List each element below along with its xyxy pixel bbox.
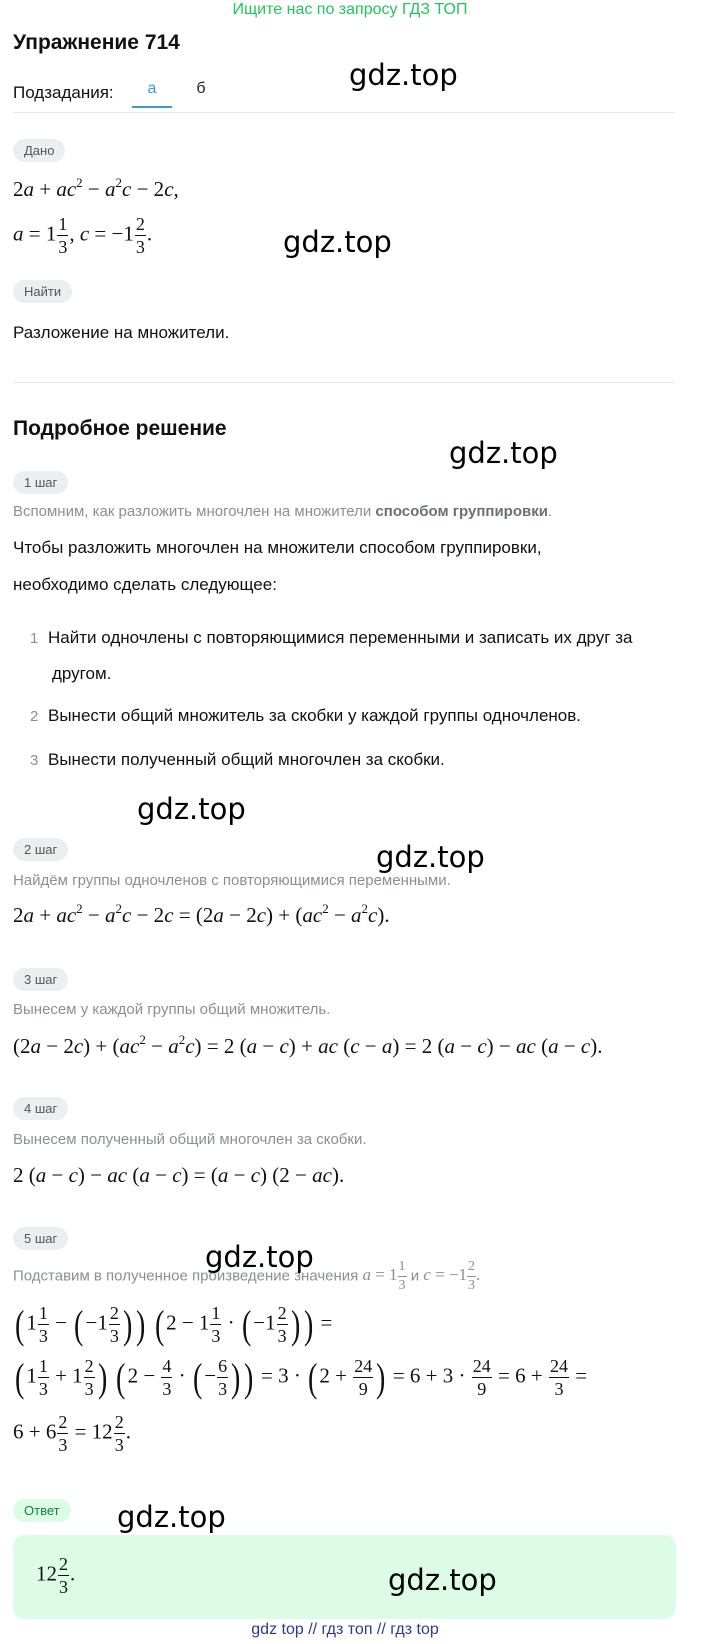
step-2-hint: Найдём группы одночленов с повторяющимися переменными. <box>13 872 451 889</box>
find-text: Разложение на множители. <box>13 323 230 342</box>
step-4-formula: 2 (a − c) − ac (a − c) = (a − c) (2 − ac). <box>13 1163 345 1187</box>
step-1-text-line1: Чтобы разложить многочлен на множители способом группировки, <box>13 538 542 557</box>
watermark-4: gdz.top <box>137 792 246 826</box>
solution-title: Подробное решение <box>13 417 227 440</box>
watermark-6: gdz.top <box>205 1240 314 1274</box>
answer-badge: Ответ <box>13 1499 71 1522</box>
tab-subtask-a[interactable]: а <box>132 80 172 108</box>
step-5-formula-line3: 6 + 6 $\frac{2}{3}$ = 12 $\frac{2}{3}$ . <box>13 1412 131 1455</box>
step-3-hint: Вынесем у каждой группы общий множитель. <box>13 1001 331 1018</box>
section-divider <box>13 382 675 383</box>
given-values: a = 1 $\frac{1}{3}$ , c = −1 $\frac{2}{3}$ . <box>13 214 153 257</box>
watermark-3: gdz.top <box>449 436 558 470</box>
answer-box <box>13 1535 676 1619</box>
step-3-formula: $(2a - 2c) + (ac^2 - a^2c) = 2$ (a − c) + ac (c − a) = 2 (a − c) − ac (a − c). <box>13 1032 603 1058</box>
watermark-8: gdz.top <box>388 1563 497 1597</box>
list-item-1-line2: другом. <box>52 664 112 683</box>
list-item-3: Вынести полученный общий многочлен за скобки. <box>48 750 445 769</box>
subtasks-divider <box>13 112 675 113</box>
list-item-2: Вынести общий множитель за скобки у каждой группы одночленов. <box>48 706 582 725</box>
step-2-formula: $2a + ac^2 - a^2c - 2c = (2a - 2c) + (ac^2 - a^2c)$. <box>13 901 390 927</box>
step-1-badge: 1 шаг <box>13 471 68 494</box>
step-5-formula-line1: (1 $\frac{1}{3}$ − (−1 $\frac{2}{3}$ )) (2 − 1 $\frac{1}{3}$ · (−1 $\frac{2}{3}$ )) = <box>14 1301 333 1347</box>
given-badge: Дано <box>13 139 65 162</box>
exercise-title: Упражнение 714 <box>13 31 180 54</box>
step-5-badge: 5 шаг <box>13 1227 68 1250</box>
subtasks-label: Подзадания: <box>13 83 114 102</box>
step-1-hint: Вспомним, как разложить многочлен на множители способом группировки. <box>13 503 553 520</box>
watermark-2: gdz.top <box>283 225 392 259</box>
list-number-3: 3 <box>30 752 39 769</box>
list-number-1: 1 <box>30 630 39 647</box>
watermark-7: gdz.top <box>117 1500 226 1534</box>
list-number-2: 2 <box>30 708 39 725</box>
step-1-text-line2: необходимо сделать следующее: <box>13 575 277 594</box>
step-5-formula-line2: (1 $\frac{1}{3}$ + 1 $\frac{2}{3}$ ) (2 − $\frac{4}{3}$ · (− $\frac{6}{3}$ )) = 3 · (2 + $\frac{24}{9}$ ) = 6 + 3 · $\frac{24}{9}$ = 6 + $\frac{24}{3}$ = <box>14 1354 588 1400</box>
given-expression: $2a + ac^2 - a^2c - 2c$, <box>13 175 179 201</box>
answer-value: 12 $\frac{2}{3}$ . <box>36 1554 76 1597</box>
step-5-hint: Подставим в полученное произведение значения a = 1 $\frac{1}{3}$ и c = −1 $\frac{2}{3}$ . <box>13 1259 481 1293</box>
step-4-hint: Вынесем полученный общий многочлен за скобки. <box>13 1131 367 1148</box>
list-item-1-line1: Найти одночлены с повторяющимися переменными и записать их друг за <box>48 628 633 647</box>
step-3-badge: 3 шаг <box>13 968 68 991</box>
watermark-5: gdz.top <box>376 840 485 874</box>
watermark-1: gdz.top <box>349 58 458 92</box>
find-badge: Найти <box>13 280 72 303</box>
tab-subtask-b[interactable]: б <box>196 80 206 97</box>
footer-links[interactable]: gdz top // гдз топ // гдз top <box>251 1621 439 1638</box>
step-4-badge: 4 шаг <box>13 1097 68 1120</box>
top-banner[interactable]: Ищите нас по запросу ГДЗ ТОП <box>232 1 468 18</box>
step-2-badge: 2 шаг <box>13 838 68 861</box>
